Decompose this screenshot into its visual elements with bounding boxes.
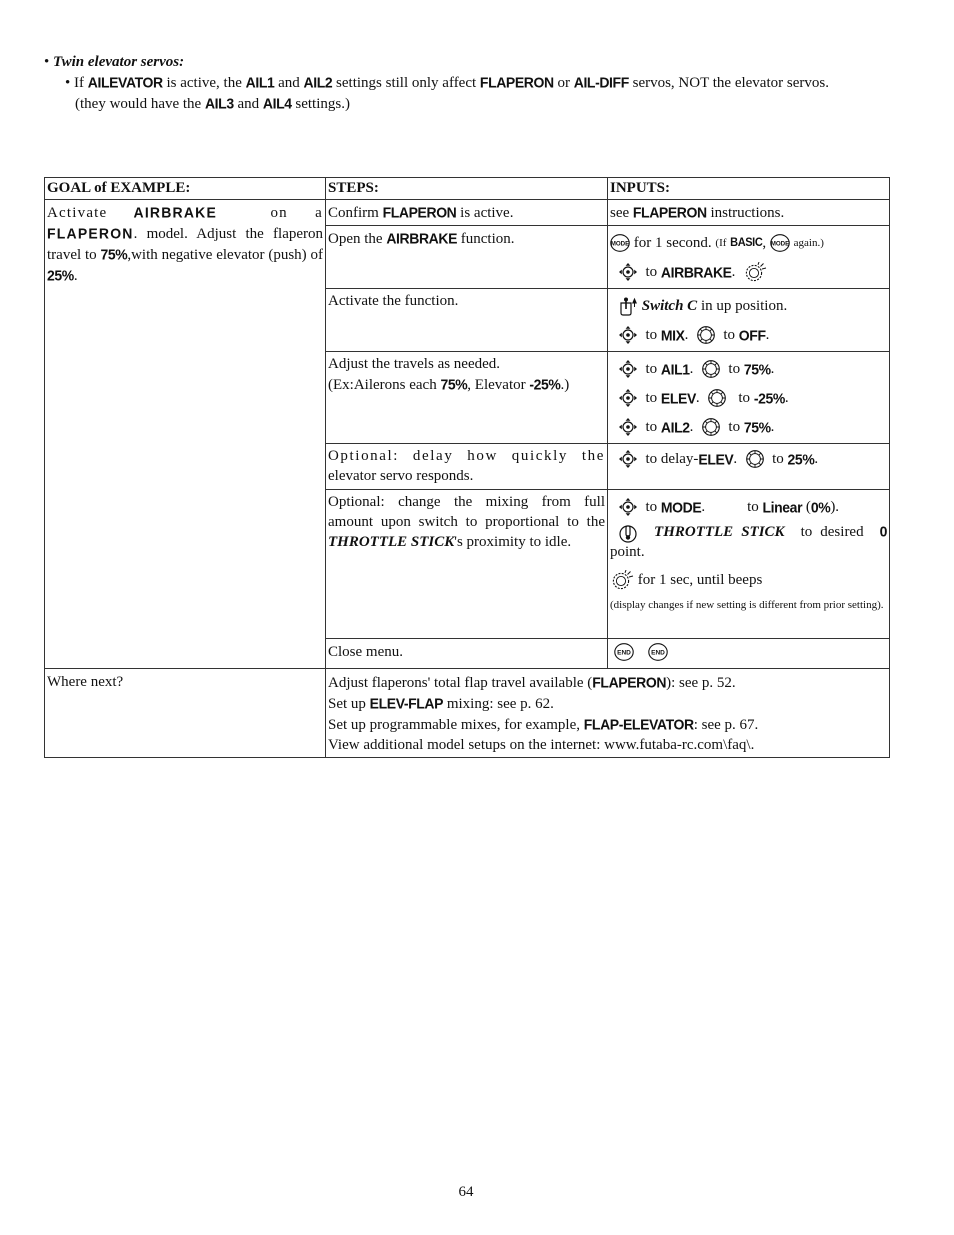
mode-button-icon[interactable] <box>610 233 630 253</box>
end-button-icon[interactable] <box>614 642 634 662</box>
input-activate: Switch C in up position. to MIX . to OFF . <box>608 289 890 352</box>
cursor-lever-icon[interactable] <box>618 497 638 517</box>
cursor-lever-icon[interactable] <box>618 388 638 408</box>
mode-button-icon[interactable] <box>770 233 790 253</box>
table-row <box>45 200 890 226</box>
intro-notes <box>44 52 904 114</box>
intro-line-2: (they would have the AIL3 and AIL4 settings.) <box>75 94 350 112</box>
intro-line-1: • If AILEVATOR is active, the AIL1 and AIL2 settings still only affect FLAPERON or AIL-DIFF servos, NOT the elevator servos. <box>65 73 829 91</box>
dial-icon[interactable] <box>696 325 716 345</box>
page-number: 64 <box>458 1184 474 1200</box>
example-table <box>44 177 890 758</box>
input-adjust: to AIL1 . to 75% . to ELEV . to -25% . to AIL2 . to 75% . <box>608 352 890 444</box>
dial-press-icon[interactable] <box>743 262 767 282</box>
where-next-content: Adjust flaperons' total flap travel available (FLAPERON): see p. 52. Set up ELEV-FLAP mixing: see p. 62. Set up programmable mixes, for example, FLAP-ELEVATOR: see p. 67. View additional model setups on the internet: www.futaba-rc.com\faq\. <box>326 669 890 758</box>
input-delay: to delay- ELEV . to 25% . <box>608 444 890 490</box>
cursor-lever-icon[interactable] <box>618 359 638 379</box>
input-confirm: see FLAPERON instructions. <box>608 200 890 226</box>
input-mode: to MODE . to Linear ( 0% ). THROTTLE STICK to desired 0 point. for 1 sec, until beeps (display changes if new setting is different from prior setting). <box>608 490 890 639</box>
header-steps: STEPS: <box>326 178 608 200</box>
input-open: for 1 second. (If BASIC , again.) to AIRBRAKE . <box>608 226 890 289</box>
faq-link[interactable]: View additional model setups on the internet: www.futaba-rc.com\faq\. <box>328 737 755 753</box>
cursor-lever-icon[interactable] <box>618 262 638 282</box>
goal-cell: Activate AIRBRAKE on a FLAPERON. model. Adjust the flaperon travel to 75%,with negative elevator (push) of 25%. <box>45 200 326 669</box>
dial-icon[interactable] <box>701 417 721 437</box>
cursor-lever-icon[interactable] <box>618 449 638 469</box>
table-header-row <box>45 178 890 200</box>
switch-icon[interactable] <box>618 296 638 316</box>
step-activate: Activate the function. <box>326 289 608 352</box>
step-delay: Optional: delay how quickly the elevator servo responds. <box>326 444 608 490</box>
dial-icon[interactable] <box>707 388 727 408</box>
end-button-icon[interactable] <box>648 642 668 662</box>
cursor-lever-icon[interactable] <box>618 325 638 345</box>
header-goal: GOAL of EXAMPLE: <box>45 178 326 200</box>
input-close <box>608 639 890 669</box>
where-next-label: Where next? <box>45 669 326 758</box>
step-adjust: Adjust the travels as needed. (Ex:Ailerons each 75%, Elevator -25%.) <box>326 352 608 444</box>
step-mode: Optional: change the mixing from full amount upon switch to proportional to the THROTTLE STICK's proximity to idle. <box>326 490 608 639</box>
step-open: Open the AIRBRAKE function. <box>326 226 608 289</box>
dial-icon[interactable] <box>745 449 765 469</box>
dial-icon[interactable] <box>701 359 721 379</box>
header-inputs: INPUTS: <box>608 178 890 200</box>
dial-press-icon[interactable] <box>610 570 634 590</box>
table-row <box>45 669 890 758</box>
stick-icon[interactable] <box>618 523 638 543</box>
bullet-title: • Twin elevator servos: <box>44 54 185 70</box>
step-close: Close menu. <box>326 639 608 669</box>
step-confirm: Confirm FLAPERON is active. <box>326 200 608 226</box>
cursor-lever-icon[interactable] <box>618 417 638 437</box>
